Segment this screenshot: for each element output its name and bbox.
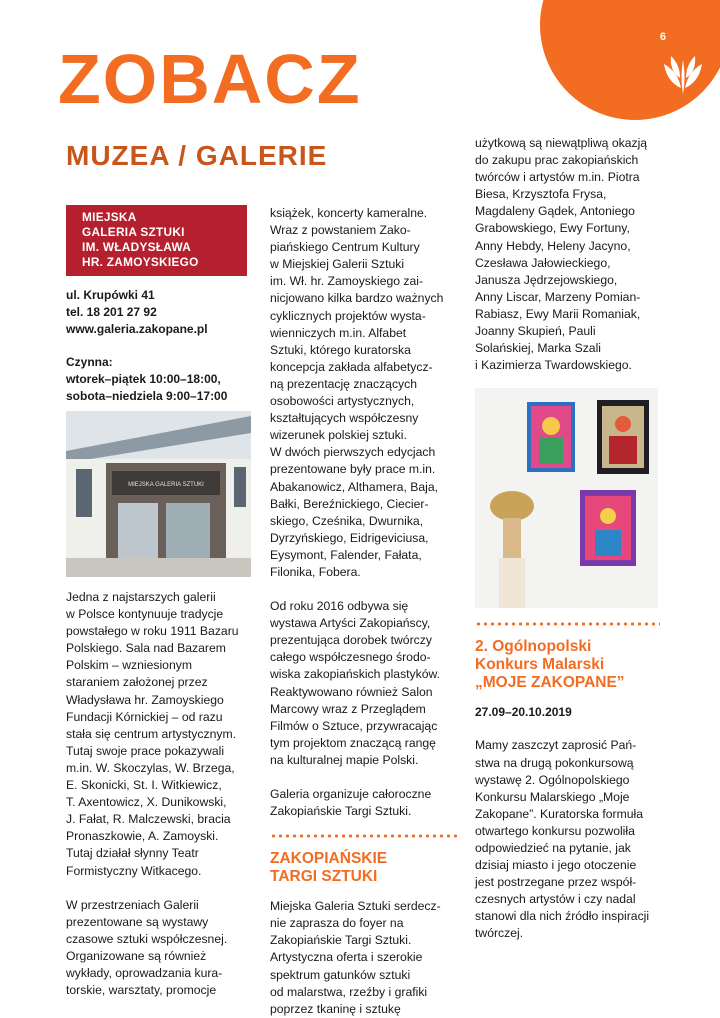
paragraph-projects: książek, koncerty kameralne. Wraz z powstaniem Zako- piańskiego Centrum Kultury w Miejskiej Galerii Sztuki im. Wł. hr. Zamoyskiego zai- nicjowano kilka bardzo ważnych cyklicznych projektów wysta- wienniczych m.in. Alfabet Sztuki, którego kuratorska koncepcja zakłada alfabetycz- ną prezentację znaczących osobowości artystycznych, kształtujących współczesny wizerunek polskiej sztuki. W dwóch pierwszych edycjach prezentowane były prace m.in. Abakanowicz, Althamera, Baja, Bałki, Bereźnickiego, Ciecier- skiego, Cześnika, Dwurnika, Dyrzyńskiego, Eidrigeviciusa, Eysymont, Falender, Fałata, Filonika, Fobera. (270, 206, 444, 579)
gallery-name-line: HR. ZAMOYSKIEGO (82, 255, 199, 269)
konkurs-heading: 2. Ogólnopolski Konkurs Malarski „MOJE ZAKOPANE” (475, 638, 625, 692)
targi-heading: ZAKOPIAŃSKIE TARGI SZTUKI (270, 850, 388, 886)
gallery-website[interactable]: www.galeria.zakopane.pl (66, 322, 208, 336)
dotted-divider (270, 834, 460, 838)
paragraph-targi-intro: Galeria organizuje całoroczne Zakopiańskie Targi Sztuki. (270, 787, 432, 819)
hours-weekend: sobota–niedziela 9:00–17:00 (66, 389, 228, 403)
gallery-address: ul. Krupówki 41 (66, 288, 155, 302)
section-subtitle: MUZEA / GALERIE (66, 140, 328, 171)
photo-sign-text: MIEJSKA GALERIA SZTUKI (128, 482, 204, 488)
column-3 (475, 135, 660, 943)
paragraph-targi: Miejska Galeria Sztuki serdecz- nie zaprasza do foyer na Zakopiańskie Targi Sztuki. Artystyczna oferta i szerokie spektrum gatunków sztuki od malarstwa, rzeźby i grafiki poprzez tkaninę i sztukę (270, 899, 441, 1016)
page-number: 6 (659, 31, 666, 43)
column-2 (270, 205, 460, 1018)
leaf-logo-icon (654, 38, 712, 96)
paragraph-artysci-zakopianscy: Od roku 2016 odbywa się wystawa Artyści Zakopiańscy, prezentująca dorobek twórczy całego współczesnego środo- wiska zakopiańskich plastyków. Reaktywowano również Salon Marcowy wraz z Przeglądem Filmów o Sztuce, przywracając tym projektom znaczącą rangę na kulturalnej mapie Polski. (270, 599, 441, 767)
dotted-divider (475, 622, 660, 626)
paragraph-konkurs: Mamy zaszczyt zaprosić Pań- stwa na drugą pokonkursową wystawę 2. Ogólnopolskiego Konkursu Malarskiego „Moje Zakopane”. Kuratorska formuła otwartego konkursu pozwoliła odpowiedzieć na pytanie, jak dzisiaj miasto i jego otoczenie jest postrzegane przez współ- czesnych artystów i czy nadal stanowi dla nich źródło inspiracji twórczej. (475, 738, 650, 941)
paragraph-history: Jedna z najstarszych galerii w Polsce kontynuuje tradycje powstałego w roku 1911 Bazaru Polskiego. Sala nad Bazarem Polskim – wzniesionym staraniem założonej przez Władysława hr. Zamoyskiego Fundacji Kórnickiej – od razu stała się centrum artystycznym. Tutaj swoje prace pokazywali m.in. W. Skoczylas, W. Brzega, E. Skonicki, St. I. Witkiewicz, T. Axentowicz, X. Dunikowski, J. Fałat, R. Malczewski, bracia Pronaszkowie, A. Zamoyski. Tutaj działał słynny Teatr Formistyczny Witkacego. (66, 590, 239, 878)
artworks-photo (475, 388, 658, 608)
paragraph-artists-list: użytkową są niewątpliwą okazją do zakupu prac zakopiańskich twórców i artystów m.in. Piotra Biesa, Krzysztofa Frysa, Magdaleny Gądek, Antoniego Grabowskiego, Ewy Fortuny, Anny Hebdy, Heleny Jacyno, Czesława Jałowieckiego, Janusza Jędrzejowskiego, Anny Liscar, Marzeny Pomian- Rabiasz, Ewy Marii Romaniak, Joanny Skupień, Pauli Solańskiej, Marka Szali i Kazimierza Twardowskiego. (475, 136, 648, 373)
hours-label: Czynna: (66, 355, 113, 369)
gallery-name-line: IM. WŁADYSŁAWA (82, 240, 192, 254)
column-1 (66, 205, 252, 999)
konkurs-date: 27.09–20.10.2019 (475, 705, 572, 720)
hours-weekday: wtorek–piątek 10:00–18:00, (66, 372, 221, 386)
gallery-name-line: MIEJSKA (82, 210, 137, 224)
gallery-building-photo (66, 411, 251, 577)
gallery-name-line: GALERIA SZTUKI (82, 225, 185, 239)
page-title: ZOBACZ (58, 40, 362, 118)
gallery-name-box (66, 205, 247, 276)
gallery-phone: tel. 18 201 27 92 (66, 305, 157, 319)
paragraph-exhibitions: W przestrzeniach Galerii prezentowane są wystawy czasowe sztuki współczesnej. Organizowane są również wykłady, oprowadzania kura- torskie, warsztaty, promocje (66, 897, 228, 998)
